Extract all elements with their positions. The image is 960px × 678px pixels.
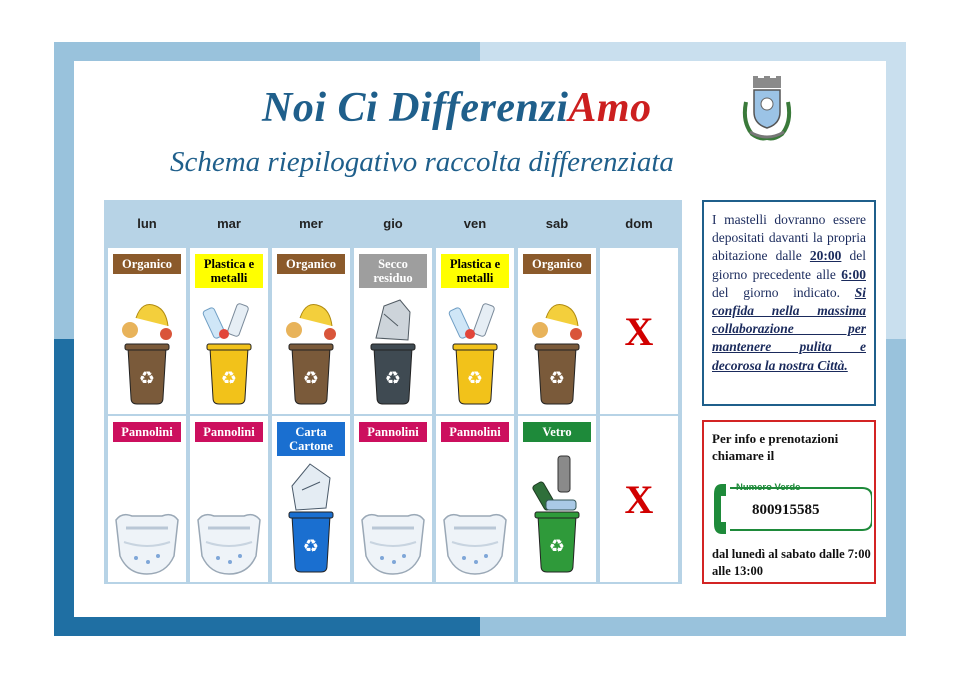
paper-bin-icon bbox=[289, 464, 333, 572]
schedule-cell bbox=[108, 248, 186, 414]
schedule-grid bbox=[104, 200, 682, 584]
toll-free-number[interactable]: 800915585 bbox=[752, 502, 820, 518]
schedule-cell bbox=[354, 248, 432, 414]
day-header-sab: sab bbox=[545, 215, 569, 231]
contact-intro: Per info e prenotazioni chiamare il bbox=[712, 431, 839, 463]
info-emphasis: Si confida nella massima collaborazione per mantenere pulita e decorosa la nostra Città. bbox=[712, 284, 867, 373]
svg-text:♻: ♻ bbox=[302, 536, 320, 557]
day-header-ven: ven bbox=[463, 215, 487, 231]
diaper-icon bbox=[362, 515, 424, 574]
waste-type-label: Vetro bbox=[523, 422, 591, 442]
crest-icon bbox=[738, 72, 796, 144]
phone-icon bbox=[714, 484, 726, 534]
organic-bin-icon bbox=[122, 305, 172, 405]
waste-type-label: Carta Cartone bbox=[277, 422, 345, 456]
plastic-bin-icon bbox=[202, 303, 251, 404]
glass-bin-icon bbox=[532, 456, 579, 572]
day-header-gio: gio bbox=[383, 215, 403, 231]
contact-box bbox=[702, 420, 876, 584]
waste-type-label: Organico bbox=[113, 254, 181, 274]
schedule-cell bbox=[354, 416, 432, 582]
svg-text:♻: ♻ bbox=[384, 368, 402, 389]
day-header-mer: mer bbox=[299, 215, 323, 231]
diaper-icon bbox=[444, 515, 506, 574]
day-header-lun: lun bbox=[137, 215, 157, 231]
no-collection-cell bbox=[600, 416, 678, 582]
day-header-dom: dom bbox=[625, 215, 653, 231]
schedule-cell bbox=[436, 248, 514, 414]
poster-title: Noi Ci DifferenziAmo bbox=[262, 85, 652, 131]
svg-text:♻: ♻ bbox=[466, 368, 484, 389]
svg-text:♻: ♻ bbox=[548, 368, 566, 389]
svg-text:♻: ♻ bbox=[548, 536, 566, 557]
diaper-icon bbox=[198, 515, 260, 574]
waste-type-label: Pannolini bbox=[359, 422, 427, 442]
schedule-cell bbox=[272, 248, 350, 414]
no-collection-cell bbox=[600, 248, 678, 414]
waste-type-label: Pannolini bbox=[195, 422, 263, 442]
schedule-cell bbox=[436, 416, 514, 582]
waste-type-label: Plastica e metalli bbox=[195, 254, 263, 288]
svg-text:♻: ♻ bbox=[302, 368, 320, 389]
schedule-cell bbox=[108, 416, 186, 582]
poster-subtitle: Schema riepilogativo raccolta differenziata bbox=[170, 146, 674, 178]
schedule-cell bbox=[272, 416, 350, 582]
schedule-cell bbox=[518, 248, 596, 414]
svg-text:♻: ♻ bbox=[220, 368, 238, 389]
plastic-bin-icon bbox=[448, 303, 497, 404]
no-collection-mark: X bbox=[624, 308, 654, 354]
organic-bin-icon bbox=[532, 305, 582, 405]
organic-bin-icon bbox=[286, 305, 336, 405]
waste-type-label: Organico bbox=[523, 254, 591, 274]
schedule-cell bbox=[190, 416, 268, 582]
diaper-icon bbox=[116, 515, 178, 574]
schedule-cell bbox=[190, 248, 268, 414]
waste-type-label: Plastica e metalli bbox=[441, 254, 509, 288]
day-header-mar: mar bbox=[217, 215, 241, 231]
info-box: I mastelli dovranno essere depositati davanti la propria abitazione dalle 20:00 del giorno precedente alle 6:00 del giorno indicato. Si confida nella massima collaborazione per mantenere pulita e decorosa la nostra Città. bbox=[702, 200, 876, 406]
waste-type-label: Pannolini bbox=[113, 422, 181, 442]
svg-text:♻: ♻ bbox=[138, 368, 156, 389]
toll-free-badge[interactable]: Numero Verde 800915585 bbox=[712, 478, 872, 540]
waste-type-label: Organico bbox=[277, 254, 345, 274]
residual-bin-icon bbox=[371, 300, 415, 404]
schedule-cell bbox=[518, 416, 596, 582]
waste-type-label: Pannolini bbox=[441, 422, 509, 442]
no-collection-mark: X bbox=[624, 476, 654, 522]
contact-hours: dal lunedì al sabato dalle 7:00 alle 13:00 bbox=[712, 547, 871, 578]
waste-type-label: Secco residuo bbox=[359, 254, 427, 288]
